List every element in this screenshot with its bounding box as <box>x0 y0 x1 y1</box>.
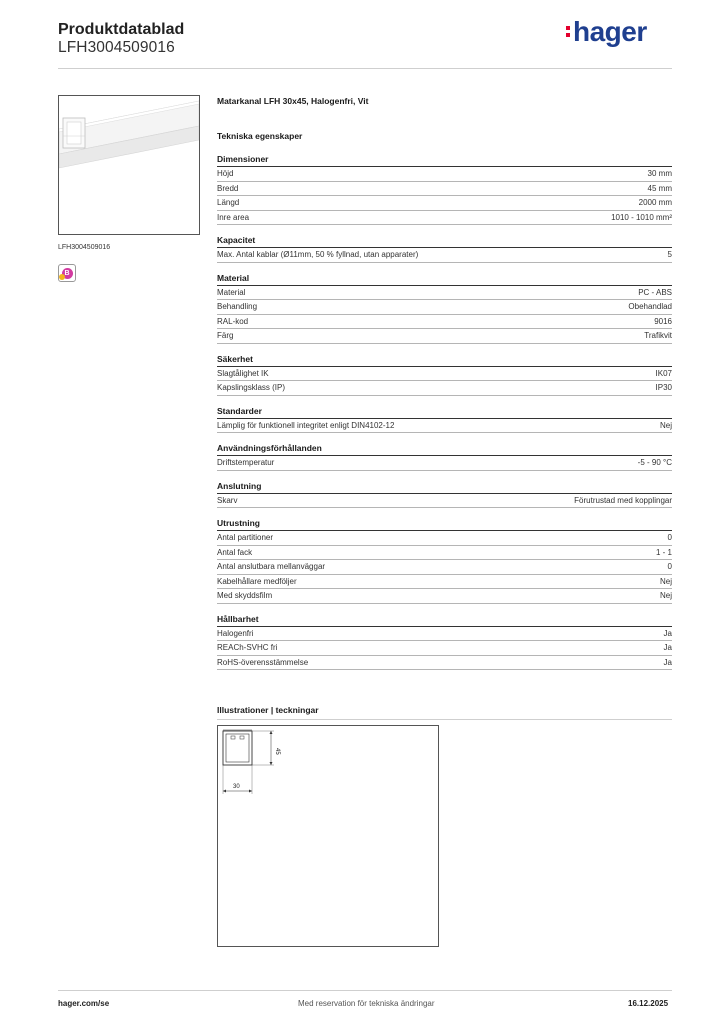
spec-value: 30 mm <box>647 169 672 178</box>
spec-label: Antal anslutbara mellanväggar <box>217 562 326 571</box>
spec-row <box>217 248 672 263</box>
section-title: Material <box>217 272 250 283</box>
specifications <box>217 95 672 670</box>
spec-row <box>217 456 672 471</box>
spec-table <box>217 455 672 471</box>
spec-section <box>217 481 672 509</box>
spec-label: RoHS-överensstämmelse <box>217 657 309 667</box>
product-image-caption: LFH3004509016 <box>58 244 111 251</box>
dim-height-label: 45 <box>274 748 280 755</box>
spec-label: Höjd <box>217 169 234 178</box>
header-divider <box>58 68 672 69</box>
section-title: Dimensioner <box>217 154 269 164</box>
spec-row <box>217 641 672 656</box>
spec-row <box>217 656 672 671</box>
spec-section <box>217 273 672 344</box>
spec-label: Driftstemperatur <box>217 458 275 467</box>
spec-row <box>217 167 672 182</box>
spec-value: 1 - 1 <box>655 547 672 557</box>
product-image <box>58 95 200 235</box>
spec-value: Trafikvit <box>644 331 672 340</box>
spec-label: Inre area <box>217 212 250 222</box>
spec-table <box>217 493 672 509</box>
spec-label: Kapslingsklass (IP) <box>217 383 286 392</box>
halogen-free-badge-icon <box>58 264 76 282</box>
spec-value: Nej <box>659 420 672 430</box>
spec-table <box>217 626 672 671</box>
spec-value: IP30 <box>655 383 672 392</box>
spec-value: 0 <box>667 562 672 571</box>
spec-value: 5 <box>667 250 672 259</box>
spec-sections <box>217 154 672 670</box>
spec-section <box>217 443 672 471</box>
spec-row <box>217 300 672 315</box>
spec-table <box>217 166 672 225</box>
spec-label: Skarv <box>217 495 238 505</box>
spec-value: Obehandlad <box>628 302 672 311</box>
spec-value: Ja <box>663 628 672 638</box>
spec-label: Antal partitioner <box>217 533 274 542</box>
spec-label: Material <box>217 287 246 297</box>
spec-row <box>217 367 672 382</box>
spec-value: 1010 - 1010 mm² <box>611 212 672 222</box>
spec-heading: Tekniska egenskaper <box>217 131 303 141</box>
spec-value: 9016 <box>654 316 672 326</box>
spec-value: IK07 <box>655 368 672 378</box>
spec-label: Bredd <box>217 183 239 193</box>
spec-label: Färg <box>217 331 234 340</box>
spec-table <box>217 285 672 344</box>
dim-width-label: 30 <box>233 784 240 790</box>
spec-row <box>217 286 672 301</box>
section-title: Anslutning <box>217 480 262 491</box>
spec-value: 45 mm <box>647 183 672 193</box>
section-title: Kapacitet <box>217 235 256 245</box>
spec-section <box>217 406 672 434</box>
spec-row <box>217 494 672 509</box>
spec-row <box>217 531 672 546</box>
spec-table <box>217 247 672 263</box>
spec-table <box>217 418 672 434</box>
section-title: Säkerhet <box>217 353 253 364</box>
footer-date: 16.12.2025 <box>628 999 669 1008</box>
spec-label: Behandling <box>217 302 258 311</box>
spec-section <box>217 235 672 263</box>
spec-row <box>217 381 672 396</box>
footer-disclaimer: Med reservation för tekniska ändringar <box>298 999 435 1008</box>
spec-row <box>217 182 672 197</box>
spec-row <box>217 315 672 330</box>
logo-dots-icon <box>566 23 571 40</box>
page-title: Produktdatablad <box>58 21 185 38</box>
spec-label: RAL-kod <box>217 316 249 326</box>
spec-value: Ja <box>663 657 672 667</box>
badge-letter: B <box>62 268 73 279</box>
footer-website-link[interactable]: hager.com/se <box>58 999 110 1008</box>
illustrations-title: Illustrationer | teckningar <box>217 705 319 715</box>
spec-section <box>217 518 672 604</box>
spec-table <box>217 530 672 604</box>
product-name: Matarkanal LFH 30x45, Halogenfri, Vit <box>217 96 369 106</box>
spec-row <box>217 560 672 575</box>
spec-label: Längd <box>217 198 240 207</box>
spec-table <box>217 366 672 396</box>
spec-label: REACh-SVHC fri <box>217 643 278 652</box>
spec-value: Förutrustad med kopplingar <box>574 495 672 505</box>
spec-row <box>217 575 672 590</box>
spec-value: PC - ABS <box>638 287 672 297</box>
section-title: Användningsförhållanden <box>217 443 322 453</box>
technical-drawing <box>217 725 439 947</box>
section-title: Utrustning <box>217 518 260 528</box>
spec-value: Nej <box>659 591 672 600</box>
spec-label: Max. Antal kablar (Ø11mm, 50 % fyllnad, utan apparater) <box>217 250 419 259</box>
spec-label: Lämplig för funktionell integritet enligt DIN4102-12 <box>217 420 395 430</box>
spec-label: Antal fack <box>217 547 253 557</box>
spec-row <box>217 329 672 344</box>
spec-section <box>217 154 672 225</box>
footer-divider <box>58 990 672 991</box>
spec-value: 2000 mm <box>638 198 672 207</box>
spec-value: -5 - 90 °C <box>637 458 672 467</box>
spec-label: Slagtålighet IK <box>217 368 269 378</box>
spec-row <box>217 419 672 434</box>
section-title: Standarder <box>217 405 262 416</box>
spec-section <box>217 614 672 671</box>
spec-row <box>217 589 672 604</box>
spec-row <box>217 196 672 211</box>
spec-row <box>217 211 672 226</box>
spec-row <box>217 627 672 642</box>
spec-section <box>217 354 672 396</box>
spec-value: Nej <box>659 576 672 586</box>
section-title: Hållbarhet <box>217 613 259 624</box>
spec-label: Halogenfri <box>217 628 254 638</box>
hager-logo <box>566 16 647 48</box>
spec-label: Med skyddsfilm <box>217 591 273 600</box>
spec-value: 0 <box>667 533 672 542</box>
article-number: LFH3004509016 <box>58 39 175 56</box>
illustrations-divider <box>217 719 672 720</box>
spec-row <box>217 546 672 561</box>
logo-text: hager <box>573 16 647 47</box>
spec-value: Ja <box>663 643 672 652</box>
spec-label: Kabelhållare medföljer <box>217 576 297 586</box>
